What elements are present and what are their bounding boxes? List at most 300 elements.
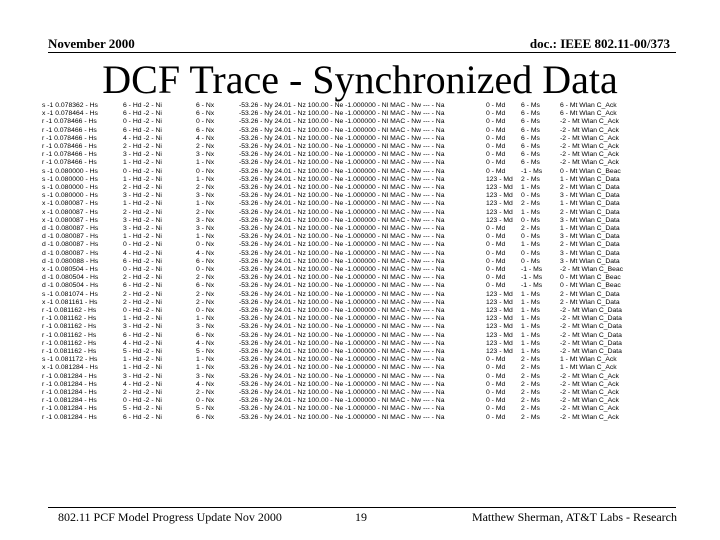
mt-cell: 2 - Mt Wlan C_Data [560,184,620,191]
mt-cell: -2 - Mt Wlan C_Ack [560,405,619,413]
node-fields-cell: -53.26 - Ny 24.01 - Nz 100.00 - Ne -1.000000 - Nl MAC - Nw --- - Na [239,208,445,216]
trace-row [0,184,720,192]
node-fields-cell: -53.26 - Ny 24.01 - Nz 100.00 - Ne -1.000000 - Nl MAC - Nw --- - Na [239,274,445,282]
md-cell: 123 - Md [486,184,513,191]
event-time-cell: d -1 0.080087 - Hs [42,225,99,232]
md-cell: 123 - Md [486,175,513,183]
node-fields-cell: -53.26 - Ny 24.01 - Nz 100.00 - Ne -1.000000 - Nl MAC - Nw --- - Na [239,241,445,249]
md-cell: 0 - Md [486,167,506,175]
event-time-cell: s -1 0.080000 - Hs [42,175,98,183]
ms-cell: 6 - Ms [521,143,540,150]
node-fields-cell: -53.26 - Ny 24.01 - Nz 100.00 - Ne -1.000000 - Nl MAC - Nw --- - Na [239,364,445,372]
event-time-cell: s -1 0.078362 - Hs [42,102,98,109]
event-time-cell: s -1 0.080000 - Hs [42,192,98,200]
md-cell: 123 - Md [486,216,513,224]
hd-cell: 3 - Hd -2 - Ni [123,192,162,200]
hd-cell: 3 - Hd -2 - Ni [123,216,162,224]
ms-cell: 2 - Ms [521,372,540,380]
trace-row [0,241,720,249]
node-fields-cell: -53.26 - Ny 24.01 - Nz 100.00 - Ne -1.000000 - Nl MAC - Nw --- - Na [239,159,445,167]
trace-row [0,282,720,290]
trace-row [0,258,720,266]
node-fields-cell: -53.26 - Ny 24.01 - Nz 100.00 - Ne -1.000000 - Nl MAC - Nw --- - Na [239,356,445,364]
md-cell: 0 - Md [486,405,506,413]
event-time-cell: d -1 0.080504 - Hs [42,282,99,290]
trace-row [0,323,720,331]
trace-row [0,373,720,381]
trace-row [0,135,720,143]
nx-cell: 3 - Nx [196,216,215,224]
node-fields-cell: -53.26 - Ny 24.01 - Nz 100.00 - Ne -1.000000 - Nl MAC - Nw --- - Na [239,348,445,355]
md-cell: 0 - Md [486,233,506,241]
nx-cell: 2 - Nx [196,184,215,191]
event-time-cell: r -1 0.081284 - Hs [42,413,97,421]
nx-cell: 2 - Nx [196,208,215,216]
nx-cell: 6 - Nx [196,126,215,134]
event-time-cell: x -1 0.081161 - Hs [42,298,98,306]
hd-cell: 0 - Hd -2 - Ni [123,307,162,314]
node-fields-cell: -53.26 - Ny 24.01 - Nz 100.00 - Ne -1.000000 - Nl MAC - Nw --- - Na [239,175,445,183]
md-cell: 123 - Md [486,307,513,314]
ms-cell: 0 - Ms [521,249,540,257]
event-time-cell: d -1 0.080087 - Hs [42,241,99,249]
nx-cell: 0 - Nx [196,266,215,273]
trace-row [0,414,720,422]
trace-row [0,274,720,282]
node-fields-cell: -53.26 - Ny 24.01 - Nz 100.00 - Ne -1.000000 - Nl MAC - Nw --- - Na [239,134,445,142]
trace-row [0,299,720,307]
ms-cell: 2 - Ms [521,356,540,364]
trace-row [0,405,720,413]
trace-row [0,159,720,167]
nx-cell: 6 - Nx [196,110,215,118]
nx-cell: 6 - Nx [196,257,215,265]
event-time-cell: r -1 0.081284 - Hs [42,389,97,396]
mt-cell: 2 - Mt Wlan C_Data [560,241,620,249]
hd-cell: 6 - Hd -2 - Ni [123,257,162,265]
ms-cell: -1 - Ms [521,274,543,282]
node-fields-cell: -53.26 - Ny 24.01 - Nz 100.00 - Ne -1.000000 - Nl MAC - Nw --- - Na [239,225,445,232]
event-time-cell: x -1 0.078464 - Hs [42,110,98,118]
md-cell: 0 - Md [486,274,506,282]
event-time-cell: x -1 0.080504 - Hs [42,266,98,273]
event-time-cell: x -1 0.080087 - Hs [42,200,98,208]
hd-cell: 1 - Hd -2 - Ni [123,233,162,241]
hd-cell: 6 - Hd -2 - Ni [123,331,162,339]
hd-cell: 1 - Hd -2 - Ni [123,200,162,208]
node-fields-cell: -53.26 - Ny 24.01 - Nz 100.00 - Ne -1.000000 - Nl MAC - Nw --- - Na [239,323,445,331]
md-cell: 0 - Md [486,282,506,290]
hd-cell: 3 - Hd -2 - Ni [123,323,162,331]
ms-cell: 0 - Ms [521,233,540,241]
ms-cell: 1 - Ms [521,348,540,355]
md-cell: 123 - Md [486,208,513,216]
md-cell: 0 - Md [486,126,506,134]
mt-cell: 6 - Mt Wlan C_Ack [560,110,617,118]
page-number: 19 [355,510,367,524]
nx-cell: 3 - Nx [196,323,215,331]
mt-cell: 6 - Mt Wlan C_Ack [560,102,617,109]
ms-cell: -1 - Ms [521,282,543,290]
mt-cell: 2 - Mt Wlan C_Data [560,298,620,306]
event-time-cell: x -1 0.080087 - Hs [42,208,98,216]
node-fields-cell: -53.26 - Ny 24.01 - Nz 100.00 - Ne -1.000000 - Nl MAC - Nw --- - Na [239,249,445,257]
node-fields-cell: -53.26 - Ny 24.01 - Nz 100.00 - Ne -1.000000 - Nl MAC - Nw --- - Na [239,315,445,323]
mt-cell: -2 - Mt Wlan C_Ack [560,118,619,126]
nx-cell: 4 - Nx [196,380,215,388]
node-fields-cell: -53.26 - Ny 24.01 - Nz 100.00 - Ne -1.000000 - Nl MAC - Nw --- - Na [239,257,445,265]
mt-cell: 3 - Mt Wlan C_Data [560,192,620,200]
hd-cell: 2 - Hd -2 - Ni [123,298,162,306]
md-cell: 123 - Md [486,298,513,306]
md-cell: 0 - Md [486,225,506,232]
ms-cell: 1 - Ms [521,331,540,339]
node-fields-cell: -53.26 - Ny 24.01 - Nz 100.00 - Ne -1.000000 - Nl MAC - Nw --- - Na [239,339,445,347]
md-cell: 123 - Md [486,315,513,323]
trace-row [0,110,720,118]
md-cell: 0 - Md [486,397,506,405]
slide-title: DCF Trace - Synchronized Data [102,57,618,102]
hd-cell: 2 - Hd -2 - Ni [123,143,162,150]
nx-cell: 0 - Nx [196,307,215,314]
mt-cell: -2 - Mt Wlan C_Data [560,323,622,331]
md-cell: 123 - Md [486,290,513,298]
ms-cell: 6 - Ms [521,151,540,159]
hd-cell: 5 - Hd -2 - Ni [123,405,162,413]
mt-cell: 0 - Mt Wlan C_Beac [560,167,621,175]
event-time-cell: r -1 0.081284 - Hs [42,372,97,380]
ms-cell: 1 - Ms [521,307,540,314]
ms-cell: 6 - Ms [521,126,540,134]
ms-cell: 2 - Ms [521,405,540,413]
md-cell: 0 - Md [486,241,506,249]
node-fields-cell: -53.26 - Ny 24.01 - Nz 100.00 - Ne -1.000000 - Nl MAC - Nw --- - Na [239,143,445,150]
ms-cell: 1 - Ms [521,290,540,298]
hd-cell: 4 - Hd -2 - Ni [123,339,162,347]
event-time-cell: d -1 0.080504 - Hs [42,274,99,282]
md-cell: 0 - Md [486,143,506,150]
footer-author: Matthew Sherman, AT&T Labs - Research [471,510,677,524]
ms-cell: 6 - Ms [521,102,540,109]
mt-cell: 2 - Mt Wlan C_Data [560,208,620,216]
event-time-cell: r -1 0.081162 - Hs [42,331,97,339]
trace-row [0,127,720,135]
nx-cell: 1 - Nx [196,233,215,241]
trace-row [0,233,720,241]
ms-cell: 2 - Ms [521,413,540,421]
hd-cell: 0 - Hd -2 - Ni [123,241,162,249]
hd-cell: 2 - Hd -2 - Ni [123,208,162,216]
event-time-cell: d -1 0.080087 - Hs [42,233,99,241]
trace-row [0,364,720,372]
nx-cell: 6 - Nx [196,102,215,109]
event-time-cell: r -1 0.081284 - Hs [42,397,97,405]
trace-row [0,102,720,110]
hd-cell: 2 - Hd -2 - Ni [123,290,162,298]
md-cell: 0 - Md [486,118,506,126]
mt-cell: 1 - Mt Wlan C_Ack [560,356,617,364]
mt-cell: -2 - Mt Wlan C_Ack [560,372,619,380]
trace-row [0,266,720,274]
event-time-cell: r -1 0.078466 - Hs [42,159,97,167]
ms-cell: 6 - Ms [521,110,540,118]
hd-cell: 4 - Hd -2 - Ni [123,380,162,388]
mt-cell: 1 - Mt Wlan C_Data [560,225,620,232]
nx-cell: 2 - Nx [196,298,215,306]
trace-row [0,307,720,315]
hd-cell: 6 - Hd -2 - Ni [123,102,162,109]
ms-cell: 2 - Ms [521,389,540,396]
event-time-cell: r -1 0.081284 - Hs [42,405,97,413]
md-cell: 123 - Md [486,323,513,331]
node-fields-cell: -53.26 - Ny 24.01 - Nz 100.00 - Ne -1.000000 - Nl MAC - Nw --- - Na [239,413,445,421]
trace-row [0,340,720,348]
trace-row [0,225,720,233]
ms-cell: 2 - Ms [521,397,540,405]
node-fields-cell: -53.26 - Ny 24.01 - Nz 100.00 - Ne -1.000000 - Nl MAC - Nw --- - Na [239,307,445,314]
node-fields-cell: -53.26 - Ny 24.01 - Nz 100.00 - Ne -1.000000 - Nl MAC - Nw --- - Na [239,331,445,339]
node-fields-cell: -53.26 - Ny 24.01 - Nz 100.00 - Ne -1.000000 - Nl MAC - Nw --- - Na [239,380,445,388]
mt-cell: -2 - Mt Wlan C_Ack [560,159,619,167]
hd-cell: 0 - Hd -2 - Ni [123,397,162,405]
mt-cell: -2 - Mt Wlan C_Ack [560,134,619,142]
nx-cell: 2 - Nx [196,290,215,298]
ms-cell: 1 - Ms [521,339,540,347]
md-cell: 0 - Md [486,102,506,109]
mt-cell: 3 - Mt Wlan C_Data [560,249,620,257]
hd-cell: 4 - Hd -2 - Ni [123,134,162,142]
node-fields-cell: -53.26 - Ny 24.01 - Nz 100.00 - Ne -1.000000 - Nl MAC - Nw --- - Na [239,184,445,191]
md-cell: 0 - Md [486,257,506,265]
md-cell: 0 - Md [486,356,506,364]
hd-cell: 6 - Hd -2 - Ni [123,413,162,421]
md-cell: 0 - Md [486,134,506,142]
mt-cell: -2 - Mt Wlan C_Ack [560,397,619,405]
event-time-cell: s -1 0.080000 - Hs [42,184,98,191]
md-cell: 0 - Md [486,389,506,396]
md-cell: 0 - Md [486,413,506,421]
hd-cell: 2 - Hd -2 - Ni [123,389,162,396]
nx-cell: 2 - Nx [196,143,215,150]
hd-cell: 1 - Hd -2 - Ni [123,175,162,183]
node-fields-cell: -53.26 - Ny 24.01 - Nz 100.00 - Ne -1.000000 - Nl MAC - Nw --- - Na [239,216,445,224]
nx-cell: 3 - Nx [196,225,215,232]
nx-cell: 0 - Nx [196,167,215,175]
footer-presentation-title: 802.11 PCF Model Progress Update Nov 2000 [58,510,282,524]
md-cell: 0 - Md [486,249,506,257]
event-time-cell: s -1 0.081074 - Hs [42,290,98,298]
nx-cell: 1 - Nx [196,175,215,183]
ms-cell: 1 - Ms [521,208,540,216]
trace-row [0,250,720,258]
md-cell: 0 - Md [486,110,506,118]
event-time-cell: r -1 0.078466 - Hs [42,134,97,142]
hd-cell: 6 - Hd -2 - Ni [123,126,162,134]
hd-cell: 6 - Hd -2 - Ni [123,110,162,118]
hd-cell: 2 - Hd -2 - Ni [123,184,162,191]
node-fields-cell: -53.26 - Ny 24.01 - Nz 100.00 - Ne -1.000000 - Nl MAC - Nw --- - Na [239,372,445,380]
mt-cell: -2 - Mt Wlan C_Ack [560,389,619,396]
mt-cell: -2 - Mt Wlan C_Ack [560,380,619,388]
node-fields-cell: -53.26 - Ny 24.01 - Nz 100.00 - Ne -1.000000 - Nl MAC - Nw --- - Na [239,389,445,396]
md-cell: 123 - Md [486,339,513,347]
ms-cell: 1 - Ms [521,241,540,249]
node-fields-cell: -53.26 - Ny 24.01 - Nz 100.00 - Ne -1.000000 - Nl MAC - Nw --- - Na [239,298,445,306]
footer-rule [48,507,676,508]
hd-cell: 1 - Hd -2 - Ni [123,356,162,364]
ms-cell: 6 - Ms [521,118,540,126]
event-time-cell: r -1 0.081162 - Hs [42,339,97,347]
trace-row [0,200,720,208]
trace-row [0,209,720,217]
nx-cell: 0 - Nx [196,397,215,405]
hd-cell: 3 - Hd -2 - Ni [123,372,162,380]
md-cell: 123 - Md [486,331,513,339]
ms-cell: 1 - Ms [521,184,540,191]
trace-row [0,397,720,405]
mt-cell: 0 - Mt Wlan C_Beac [560,282,621,290]
mt-cell: 0 - Mt Wlan C_Beac [560,274,621,282]
mt-cell: 3 - Mt Wlan C_Data [560,257,620,265]
ms-cell: 1 - Ms [521,315,540,323]
ms-cell: 6 - Ms [521,159,540,167]
nx-cell: 1 - Nx [196,356,215,364]
nx-cell: 2 - Nx [196,274,215,282]
mt-cell: 3 - Mt Wlan C_Data [560,216,620,224]
nx-cell: 1 - Nx [196,315,215,323]
md-cell: 0 - Md [486,372,506,380]
nx-cell: 4 - Nx [196,134,215,142]
header-rule [48,52,676,53]
trace-row [0,118,720,126]
hd-cell: 0 - Hd -2 - Ni [123,167,162,175]
trace-row [0,315,720,323]
hd-cell: 3 - Hd -2 - Ni [123,151,162,159]
nx-cell: 1 - Nx [196,364,215,372]
trace-row [0,332,720,340]
mt-cell: -2 - Mt Wlan C_Beac [560,266,624,273]
md-cell: 123 - Md [486,348,513,355]
mt-cell: -2 - Mt Wlan C_Data [560,307,622,314]
mt-cell: -2 - Mt Wlan C_Ack [560,126,619,134]
trace-row [0,192,720,200]
mt-cell: -2 - Mt Wlan C_Data [560,315,622,323]
hd-cell: 6 - Hd -2 - Ni [123,282,162,290]
trace-row [0,356,720,364]
ms-cell: -1 - Ms [521,167,543,175]
trace-row [0,168,720,176]
nx-cell: 0 - Nx [196,118,215,126]
header-date: November 2000 [48,36,135,51]
trace-row [0,389,720,397]
event-time-cell: r -1 0.081162 - Hs [42,348,97,355]
trace-row [0,176,720,184]
nx-cell: 6 - Nx [196,331,215,339]
event-time-cell: s -1 0.081172 - Hs [42,356,98,364]
ms-cell: 2 - Ms [521,380,540,388]
mt-cell: 1 - Mt Wlan C_Ack [560,364,617,372]
ms-cell: 1 - Ms [521,323,540,331]
mt-cell: 2 - Mt Wlan C_Data [560,290,620,298]
trace-row [0,143,720,151]
node-fields-cell: -53.26 - Ny 24.01 - Nz 100.00 - Ne -1.000000 - Nl MAC - Nw --- - Na [239,233,445,241]
node-fields-cell: -53.26 - Ny 24.01 - Nz 100.00 - Ne -1.000000 - Nl MAC - Nw --- - Na [239,118,445,126]
nx-cell: 3 - Nx [196,372,215,380]
node-fields-cell: -53.26 - Ny 24.01 - Nz 100.00 - Ne -1.000000 - Nl MAC - Nw --- - Na [239,110,445,118]
mt-cell: 3 - Mt Wlan C_Data [560,233,620,241]
ms-cell: 0 - Ms [521,216,540,224]
node-fields-cell: -53.26 - Ny 24.01 - Nz 100.00 - Ne -1.000000 - Nl MAC - Nw --- - Na [239,151,445,159]
nx-cell: 3 - Nx [196,192,215,200]
node-fields-cell: -53.26 - Ny 24.01 - Nz 100.00 - Ne -1.000000 - Nl MAC - Nw --- - Na [239,282,445,290]
mt-cell: -2 - Mt Wlan C_Data [560,348,622,355]
nx-cell: 1 - Nx [196,159,215,167]
header-doc-id: doc.: IEEE 802.11-00/373 [529,36,670,51]
node-fields-cell: -53.26 - Ny 24.01 - Nz 100.00 - Ne -1.000000 - Nl MAC - Nw --- - Na [239,290,445,298]
nx-cell: 6 - Nx [196,413,215,421]
hd-cell: 0 - Hd -2 - Ni [123,266,162,273]
md-cell: 0 - Md [486,159,506,167]
event-time-cell: r -1 0.078466 - Hs [42,118,97,126]
event-time-cell: d -1 0.080087 - Hs [42,249,99,257]
md-cell: 0 - Md [486,151,506,159]
mt-cell: 1 - Mt Wlan C_Data [560,200,620,208]
node-fields-cell: -53.26 - Ny 24.01 - Nz 100.00 - Ne -1.000000 - Nl MAC - Nw --- - Na [239,397,445,405]
md-cell: 123 - Md [486,192,513,200]
mt-cell: -2 - Mt Wlan C_Data [560,331,622,339]
md-cell: 0 - Md [486,380,506,388]
nx-cell: 1 - Nx [196,200,215,208]
mt-cell: 1 - Mt Wlan C_Data [560,175,620,183]
node-fields-cell: -53.26 - Ny 24.01 - Nz 100.00 - Ne -1.000000 - Nl MAC - Nw --- - Na [239,200,445,208]
node-fields-cell: -53.26 - Ny 24.01 - Nz 100.00 - Ne -1.000000 - Nl MAC - Nw --- - Na [239,266,445,273]
node-fields-cell: -53.26 - Ny 24.01 - Nz 100.00 - Ne -1.000000 - Nl MAC - Nw --- - Na [239,192,445,200]
ms-cell: 0 - Ms [521,257,540,265]
ms-cell: 2 - Ms [521,200,540,208]
event-time-cell: s -1 0.080000 - Hs [42,167,98,175]
event-time-cell: x -1 0.081284 - Hs [42,364,98,372]
mt-cell: -2 - Mt Wlan C_Ack [560,413,619,421]
event-time-cell: r -1 0.081162 - Hs [42,307,97,314]
md-cell: 0 - Md [486,364,506,372]
nx-cell: 6 - Nx [196,282,215,290]
trace-row [0,217,720,225]
ms-cell: 2 - Ms [521,175,540,183]
ms-cell: 2 - Ms [521,364,540,372]
node-fields-cell: -53.26 - Ny 24.01 - Nz 100.00 - Ne -1.000000 - Nl MAC - Nw --- - Na [239,102,445,109]
md-cell: 0 - Md [486,266,506,273]
ms-cell: 2 - Ms [521,225,540,232]
hd-cell: 5 - Hd -2 - Ni [123,348,162,355]
nx-cell: 2 - Nx [196,389,215,396]
node-fields-cell: -53.26 - Ny 24.01 - Nz 100.00 - Ne -1.000000 - Nl MAC - Nw --- - Na [239,126,445,134]
node-fields-cell: -53.26 - Ny 24.01 - Nz 100.00 - Ne -1.000000 - Nl MAC - Nw --- - Na [239,167,445,175]
ms-cell: -1 - Ms [521,266,543,273]
hd-cell: 1 - Hd -2 - Ni [123,315,162,323]
mt-cell: -2 - Mt Wlan C_Data [560,339,622,347]
hd-cell: 0 - Hd -2 - Ni [123,118,162,126]
trace-table [0,102,720,480]
event-time-cell: r -1 0.078466 - Hs [42,143,97,150]
trace-row [0,291,720,299]
event-time-cell: d -1 0.080088 - Hs [42,257,99,265]
event-time-cell: r -1 0.081284 - Hs [42,380,97,388]
ms-cell: 6 - Ms [521,134,540,142]
mt-cell: -2 - Mt Wlan C_Ack [560,151,619,159]
mt-cell: -2 - Mt Wlan C_Ack [560,143,619,150]
event-time-cell: r -1 0.081162 - Hs [42,323,97,331]
hd-cell: 2 - Hd -2 - Ni [123,274,162,282]
